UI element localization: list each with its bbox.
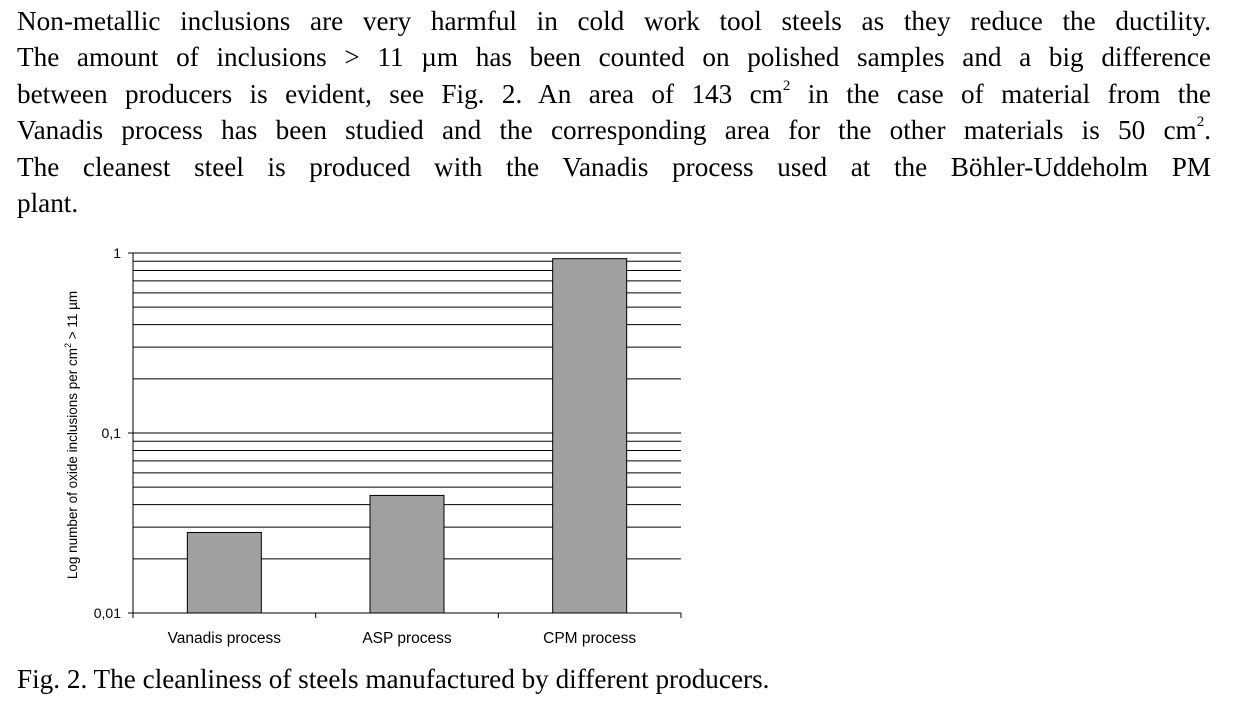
paragraph-line: The cleanest steel is produced with the Vanadis process used at the Böhler-Uddeholm PM xyxy=(17,151,1211,182)
paragraph-line: plant. xyxy=(17,188,79,219)
paragraph-line: The amount of inclusions > 11 µm has been counted on polished samples and a big difference xyxy=(17,42,1211,73)
bar xyxy=(553,259,627,613)
y-tick-label: 1 xyxy=(113,245,121,261)
x-tick-label: Vanadis process xyxy=(167,630,282,647)
y-tick-label: 0,1 xyxy=(101,425,121,441)
y-tick-label: 0,01 xyxy=(93,605,121,621)
bar xyxy=(187,533,261,613)
paragraph-line: Non-metallic inclusions are very harmful in cold work tool steels as they reduce the ductility. xyxy=(17,6,1211,36)
figure-caption: Fig. 2. The cleanliness of steels manufactured by different producers. xyxy=(17,664,770,694)
y-axis-label: Log number of oxide inclusions per $cm^2 > 11$ µm xyxy=(63,290,80,580)
x-tick-label: CPM process xyxy=(543,630,637,647)
x-tick-label: ASP process xyxy=(362,630,452,647)
bars xyxy=(187,259,626,613)
paragraph-line: Vanadis process has been studied and the corresponding area for the other materials is 50 $cm^2$. xyxy=(17,114,1211,146)
paragraph-line: between producers is evident, see Fig. 2. An area of 143 $cm^2$ in the case of material from the xyxy=(17,77,1211,109)
bar xyxy=(370,495,444,613)
